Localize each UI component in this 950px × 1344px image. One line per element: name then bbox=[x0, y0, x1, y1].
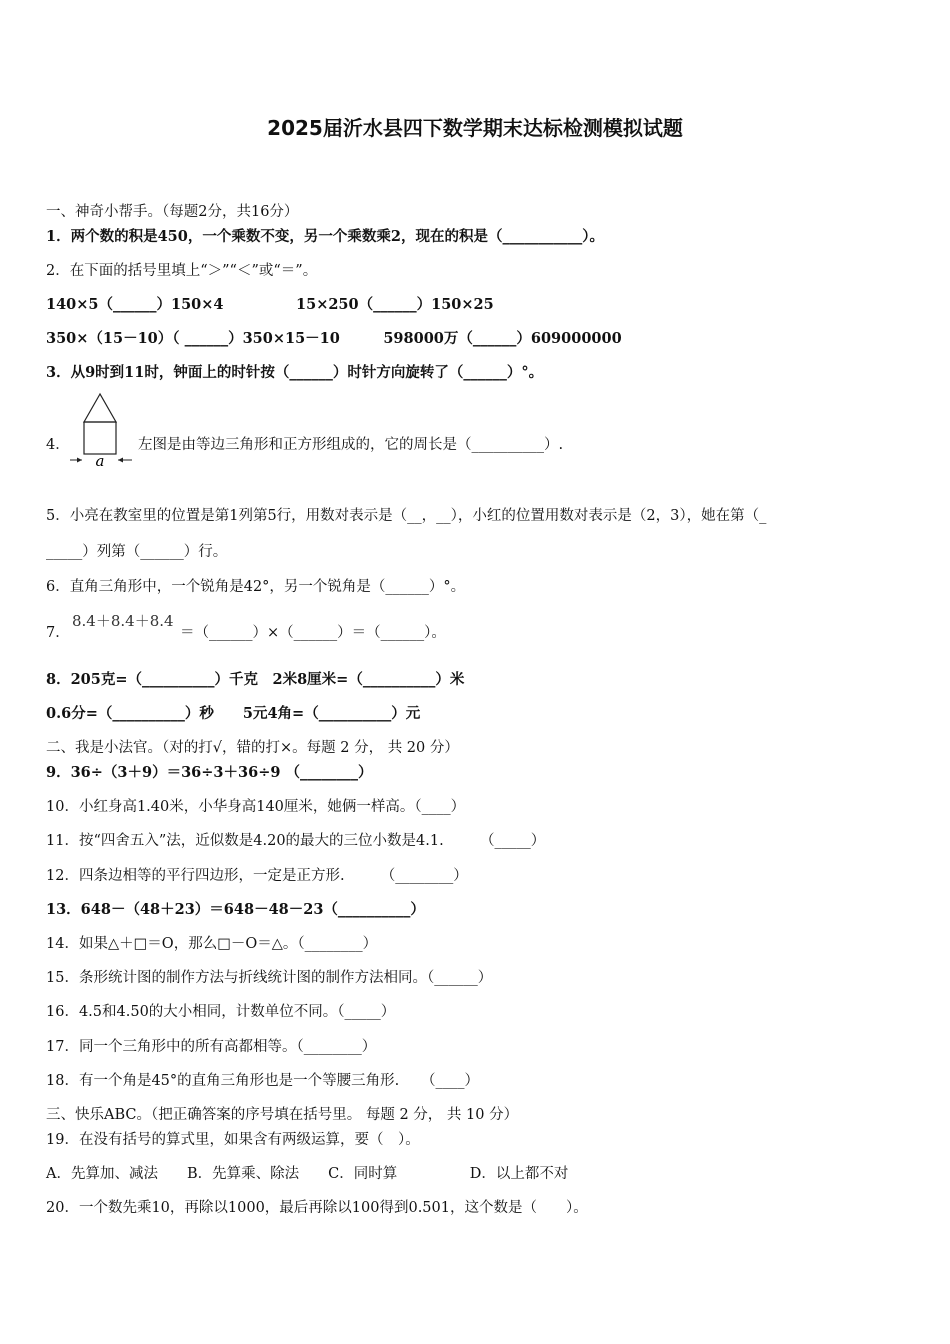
question-7-number: 7． bbox=[46, 625, 70, 641]
question-15: 15．条形统计图的制作方法与折线统计图的制作方法相同。（______） bbox=[46, 970, 493, 986]
question-3: 3．从9时到11时，钟面上的时针按（______）时针方向旋转了（______）°。 bbox=[46, 364, 544, 381]
question-13: 13．648－（48＋23）＝648－48－23（__________） bbox=[46, 901, 425, 918]
triangle-square-figure bbox=[66, 392, 136, 472]
arrowhead-left bbox=[77, 458, 82, 463]
question-11: 11．按“四舍五入”法，近似数是4.20的最大的三位小数是4.1. （_____） bbox=[46, 833, 546, 849]
arrowhead-right bbox=[118, 458, 123, 463]
question-19-options: A．先算加、减法 B．先算乘、除法 C．同时算 D．以上都不对 bbox=[46, 1166, 569, 1182]
question-2-row-2: 350×（15－10）（ ______）350×15－10 598000万（______）609000000 bbox=[46, 330, 622, 347]
question-5: 5．小亮在教室里的位置是第1列第5行，用数对表示是（__，__），小红的位置用数对表示是（2，3），她在第（_ bbox=[46, 508, 767, 524]
question-20: 20．一个数先乘10，再除以1000，最后再除以100得到0.501，这个数是（ ）。 bbox=[46, 1200, 588, 1216]
question-6: 6．直角三角形中，一个锐角是42°，另一个锐角是（______）°。 bbox=[46, 579, 466, 595]
question-19: 19．在没有括号的算式里，如果含有两级运算，要（ ）。 bbox=[46, 1132, 420, 1148]
question-17: 17．同一个三角形中的所有高都相等。（________） bbox=[46, 1039, 377, 1055]
section-1-heading: 一、神奇小帮手。（每题2分，共16分） bbox=[46, 204, 299, 220]
question-14: 14．如果△＋□＝O，那么□－O＝△。（________） bbox=[46, 936, 378, 952]
question-10: 10．小红身高1.40米，小华身高140厘米，她俩一样高。（____） bbox=[46, 799, 466, 815]
side-label: a bbox=[95, 452, 105, 470]
question-8-row-2: 0.6分=（__________）秒 5元4角=（__________）元 bbox=[46, 705, 421, 722]
question-8-row-1: 8．205克=（__________）千克 2米8厘米=（__________）米 bbox=[46, 671, 465, 688]
question-1: 1．两个数的积是450，一个乘数不变，另一个乘数乘2，现在的积是（___________）。 bbox=[46, 228, 604, 245]
question-2-row-1: 140×5（______）150×4 15×250（______）150×25 bbox=[46, 296, 494, 313]
question-2: 2．在下面的括号里填上“＞”“＜”或“＝”。 bbox=[46, 263, 318, 279]
triangle-shape bbox=[84, 394, 116, 422]
question-16: 16．4.5和4.50的大小相同，计数单位不同。（_____） bbox=[46, 1004, 396, 1020]
page-title: 2025届沂水县四下数学期末达标检测模拟试题 bbox=[267, 116, 683, 140]
question-18: 18．有一个角是45°的直角三角形也是一个等腰三角形. （____） bbox=[46, 1073, 480, 1089]
section-3-heading: 三、快乐ABC。（把正确答案的序号填在括号里。 每题 2 分， 共 10 分） bbox=[46, 1107, 519, 1123]
section-2-heading: 二、我是小法官。（对的打√，错的打×。每题 2 分， 共 20 分） bbox=[46, 740, 459, 756]
question-7-text: ＝（______）×（______）＝（______）。 bbox=[180, 625, 446, 641]
question-7-expression: 8.4＋8.4＋8.4 bbox=[72, 612, 174, 630]
square-shape bbox=[84, 422, 116, 454]
question-9: 9．36÷（3＋9）＝36÷3＋36÷9 （________） bbox=[46, 764, 373, 781]
question-4-text: 左图是由等边三角形和正方形组成的，它的周长是（__________）. bbox=[138, 437, 564, 453]
question-12: 12．四条边相等的平行四边形，一定是正方形. （________） bbox=[46, 868, 468, 884]
question-5-cont: _____）列第（______）行。 bbox=[46, 544, 228, 560]
question-4-number: 4． bbox=[46, 437, 70, 453]
